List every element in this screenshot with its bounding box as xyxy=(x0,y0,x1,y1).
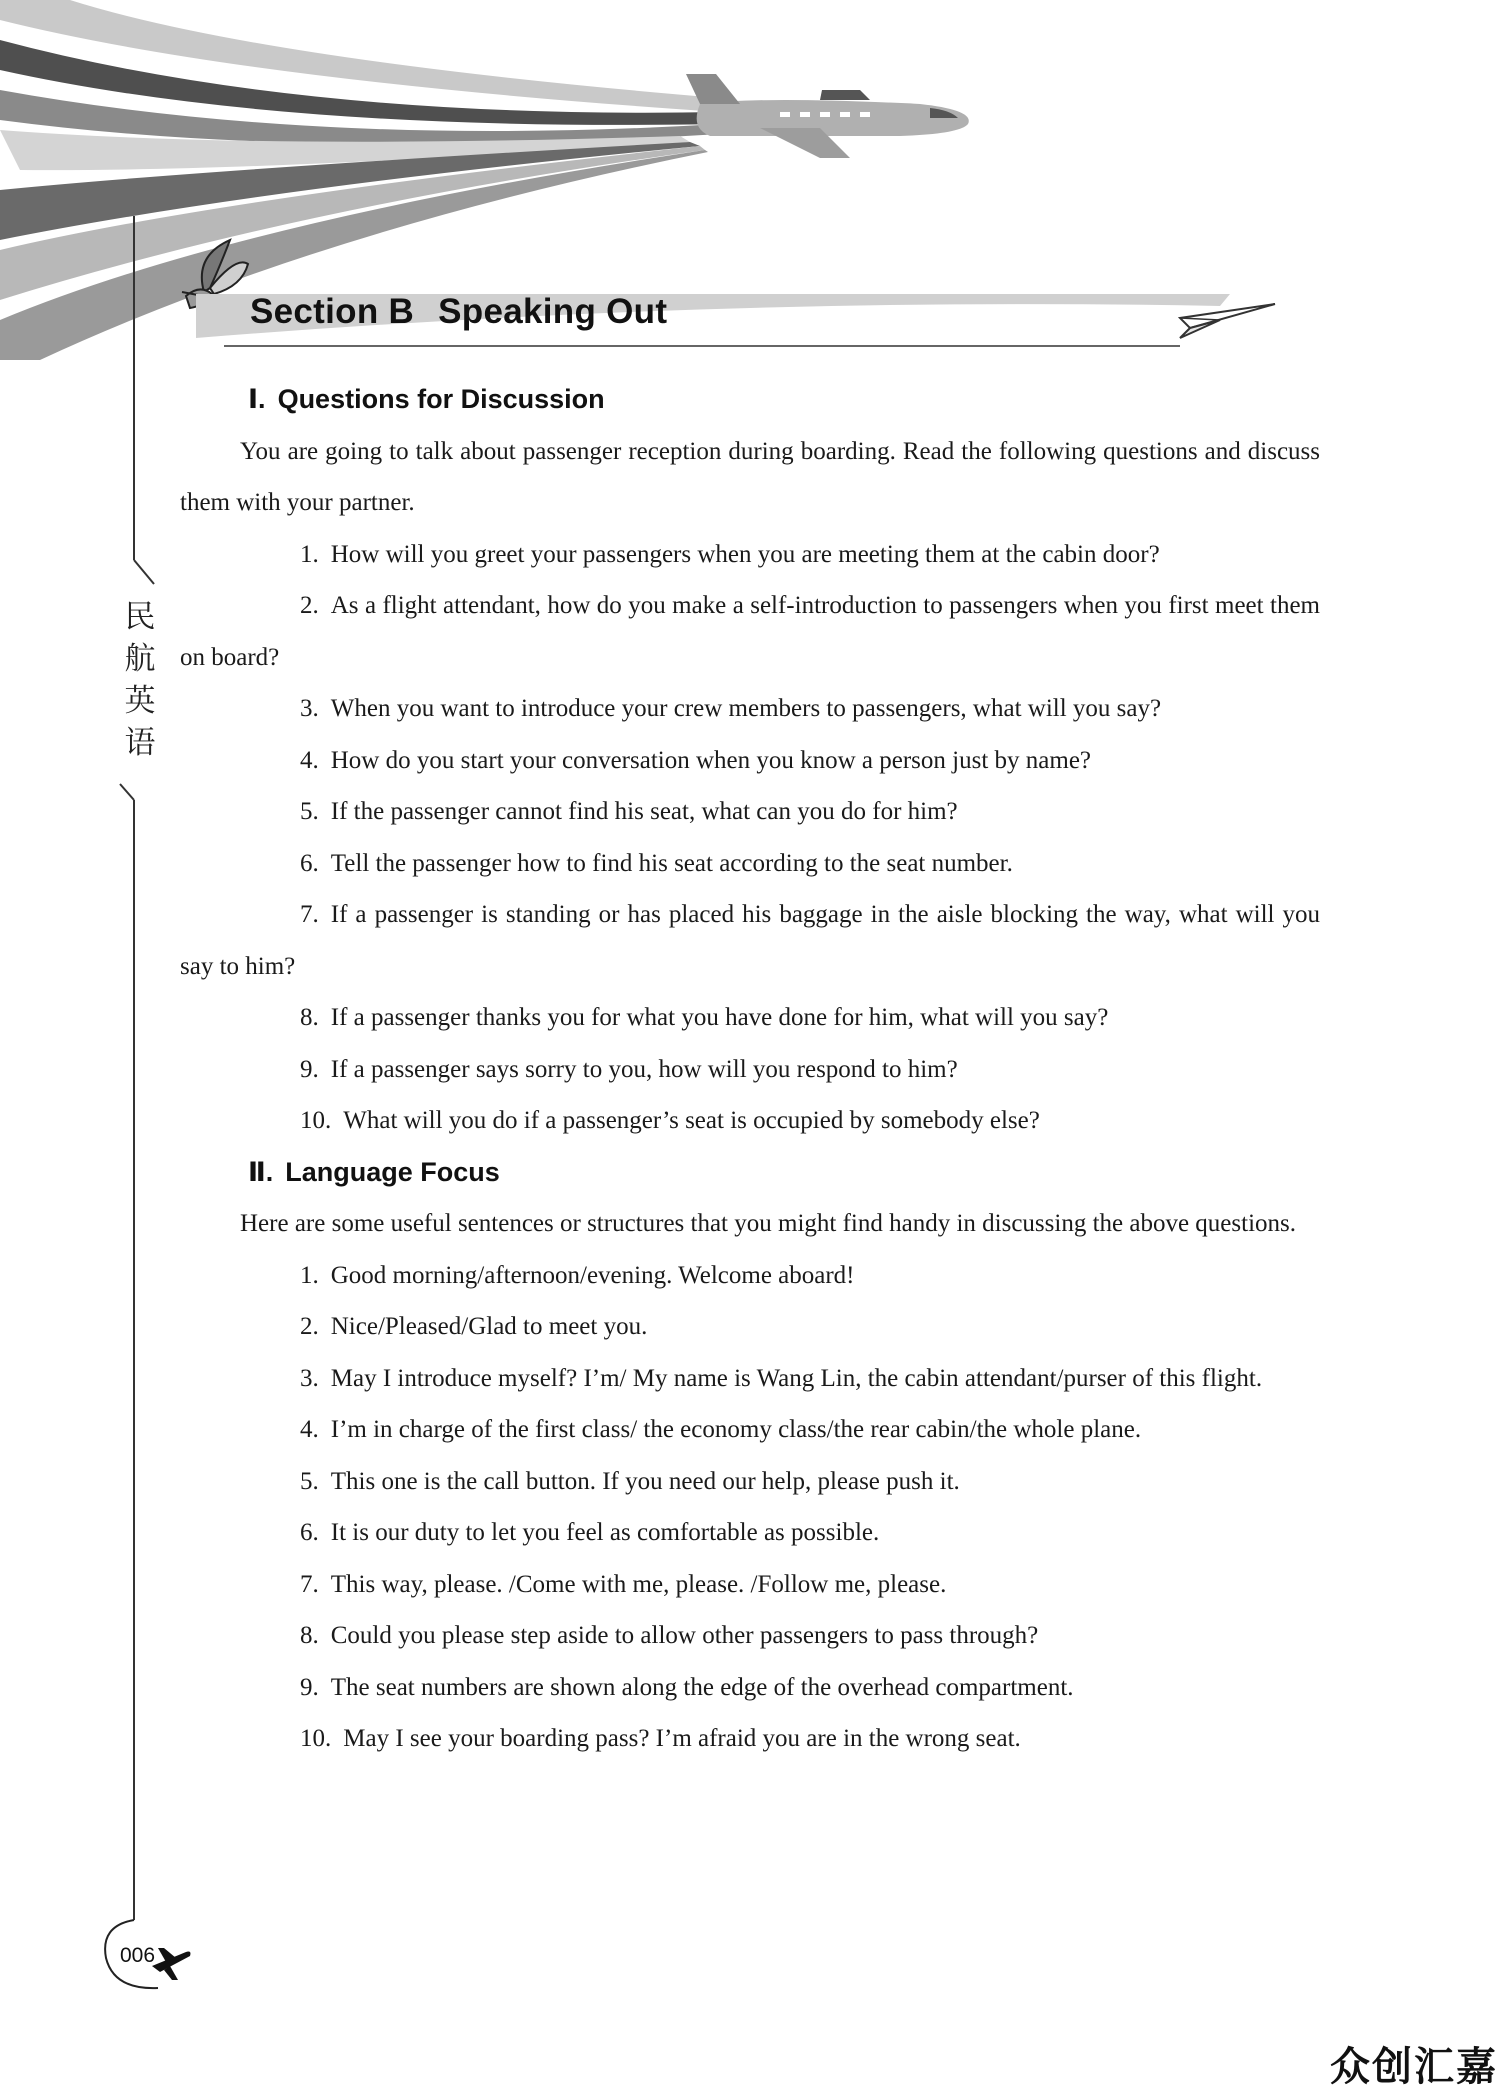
part2-sentence: 2. Nice/Pleased/Glad to meet you. xyxy=(300,1313,648,1340)
part2-sentence: 5. This one is the call button. If you need our help, please push it. xyxy=(300,1467,960,1495)
airplane-small-icon xyxy=(152,1948,191,1980)
part2-number: Ⅱ. xyxy=(248,1156,274,1187)
part1-question: 7. If a passenger is standing or has placed his baggage in the aisle blocking the way, what will you say to him? xyxy=(180,901,1320,980)
part1-question: 8. If a passenger thanks you for what you have done for him, what will you say? xyxy=(300,1004,1109,1031)
part2-heading xyxy=(180,1147,1320,1199)
part1-title: Questions for Discussion xyxy=(277,384,605,414)
page-number: 006 xyxy=(120,1944,156,1967)
page-number-badge xyxy=(100,1908,200,1998)
part2-title: Language Focus xyxy=(285,1156,500,1187)
side-margin-rule xyxy=(0,0,200,2094)
part1-heading xyxy=(180,374,1320,426)
side-title-vertical: 民 航 英 语 xyxy=(124,599,156,761)
part1-question: 9. If a passenger says sorry to you, how will you respond to him? xyxy=(300,1055,958,1083)
paper-plane-icon xyxy=(1180,304,1275,338)
part2-sentence: 10. May I see your boarding pass? I’m afraid you are in the wrong seat. xyxy=(300,1725,1021,1752)
part2-sentence: 8. Could you please step aside to allow other passengers to pass through? xyxy=(300,1622,1039,1649)
section-title xyxy=(250,292,667,332)
part1-question: 1. How will you greet your passengers when you are meeting them at the cabin door? xyxy=(300,540,1160,568)
part1-number: Ⅰ. xyxy=(248,384,266,414)
part1-intro: You are going to talk about passenger reception during boarding. Read the following questions and discuss them with your partner. xyxy=(180,437,1320,516)
part2-sentence: 9. The seat numbers are shown along the edge of the overhead compartment. xyxy=(300,1673,1074,1701)
watermark-text: 众创汇嘉 xyxy=(1330,2044,1498,2090)
section-heading xyxy=(180,236,1290,356)
part1-question: 4. How do you start your conversation when you know a person just by name? xyxy=(300,746,1092,774)
part1-question: 3. When you want to introduce your crew members to passengers, what will you say? xyxy=(300,695,1162,722)
part2-sentence: 3. May I introduce myself? I’m/ My name is Wang Lin, the cabin attendant/purser of this flight. xyxy=(300,1364,1263,1392)
part2-sentence: 7. This way, please. /Come with me, please. /Follow me, please. xyxy=(300,1570,947,1598)
part1-question: 2. As a flight attendant, how do you make a self-introduction to passengers when you first meet them on board? xyxy=(180,592,1320,671)
part2-sentence: 4. I’m in charge of the first class/ the economy class/the rear cabin/the whole plane. xyxy=(300,1416,1142,1443)
main-content xyxy=(180,374,1320,1765)
part1-question: 5. If the passenger cannot find his seat, what can you do for him? xyxy=(300,798,958,825)
part1-question: 10. What will you do if a passenger’s seat is occupied by somebody else? xyxy=(300,1107,1040,1134)
section-label: Section B xyxy=(250,292,415,331)
airplane-icon xyxy=(686,74,969,158)
part2-sentence: 6. It is our duty to let you feel as comfortable as possible. xyxy=(300,1519,880,1546)
section-name: Speaking Out xyxy=(438,292,668,331)
part2-intro: Here are some useful sentences or structures that you might find handy in discussing the above questions. xyxy=(240,1210,1297,1237)
part1-question: 6. Tell the passenger how to find his seat according to the seat number. xyxy=(300,849,1013,877)
part2-sentence: 1. Good morning/afternoon/evening. Welcome aboard! xyxy=(300,1261,855,1289)
